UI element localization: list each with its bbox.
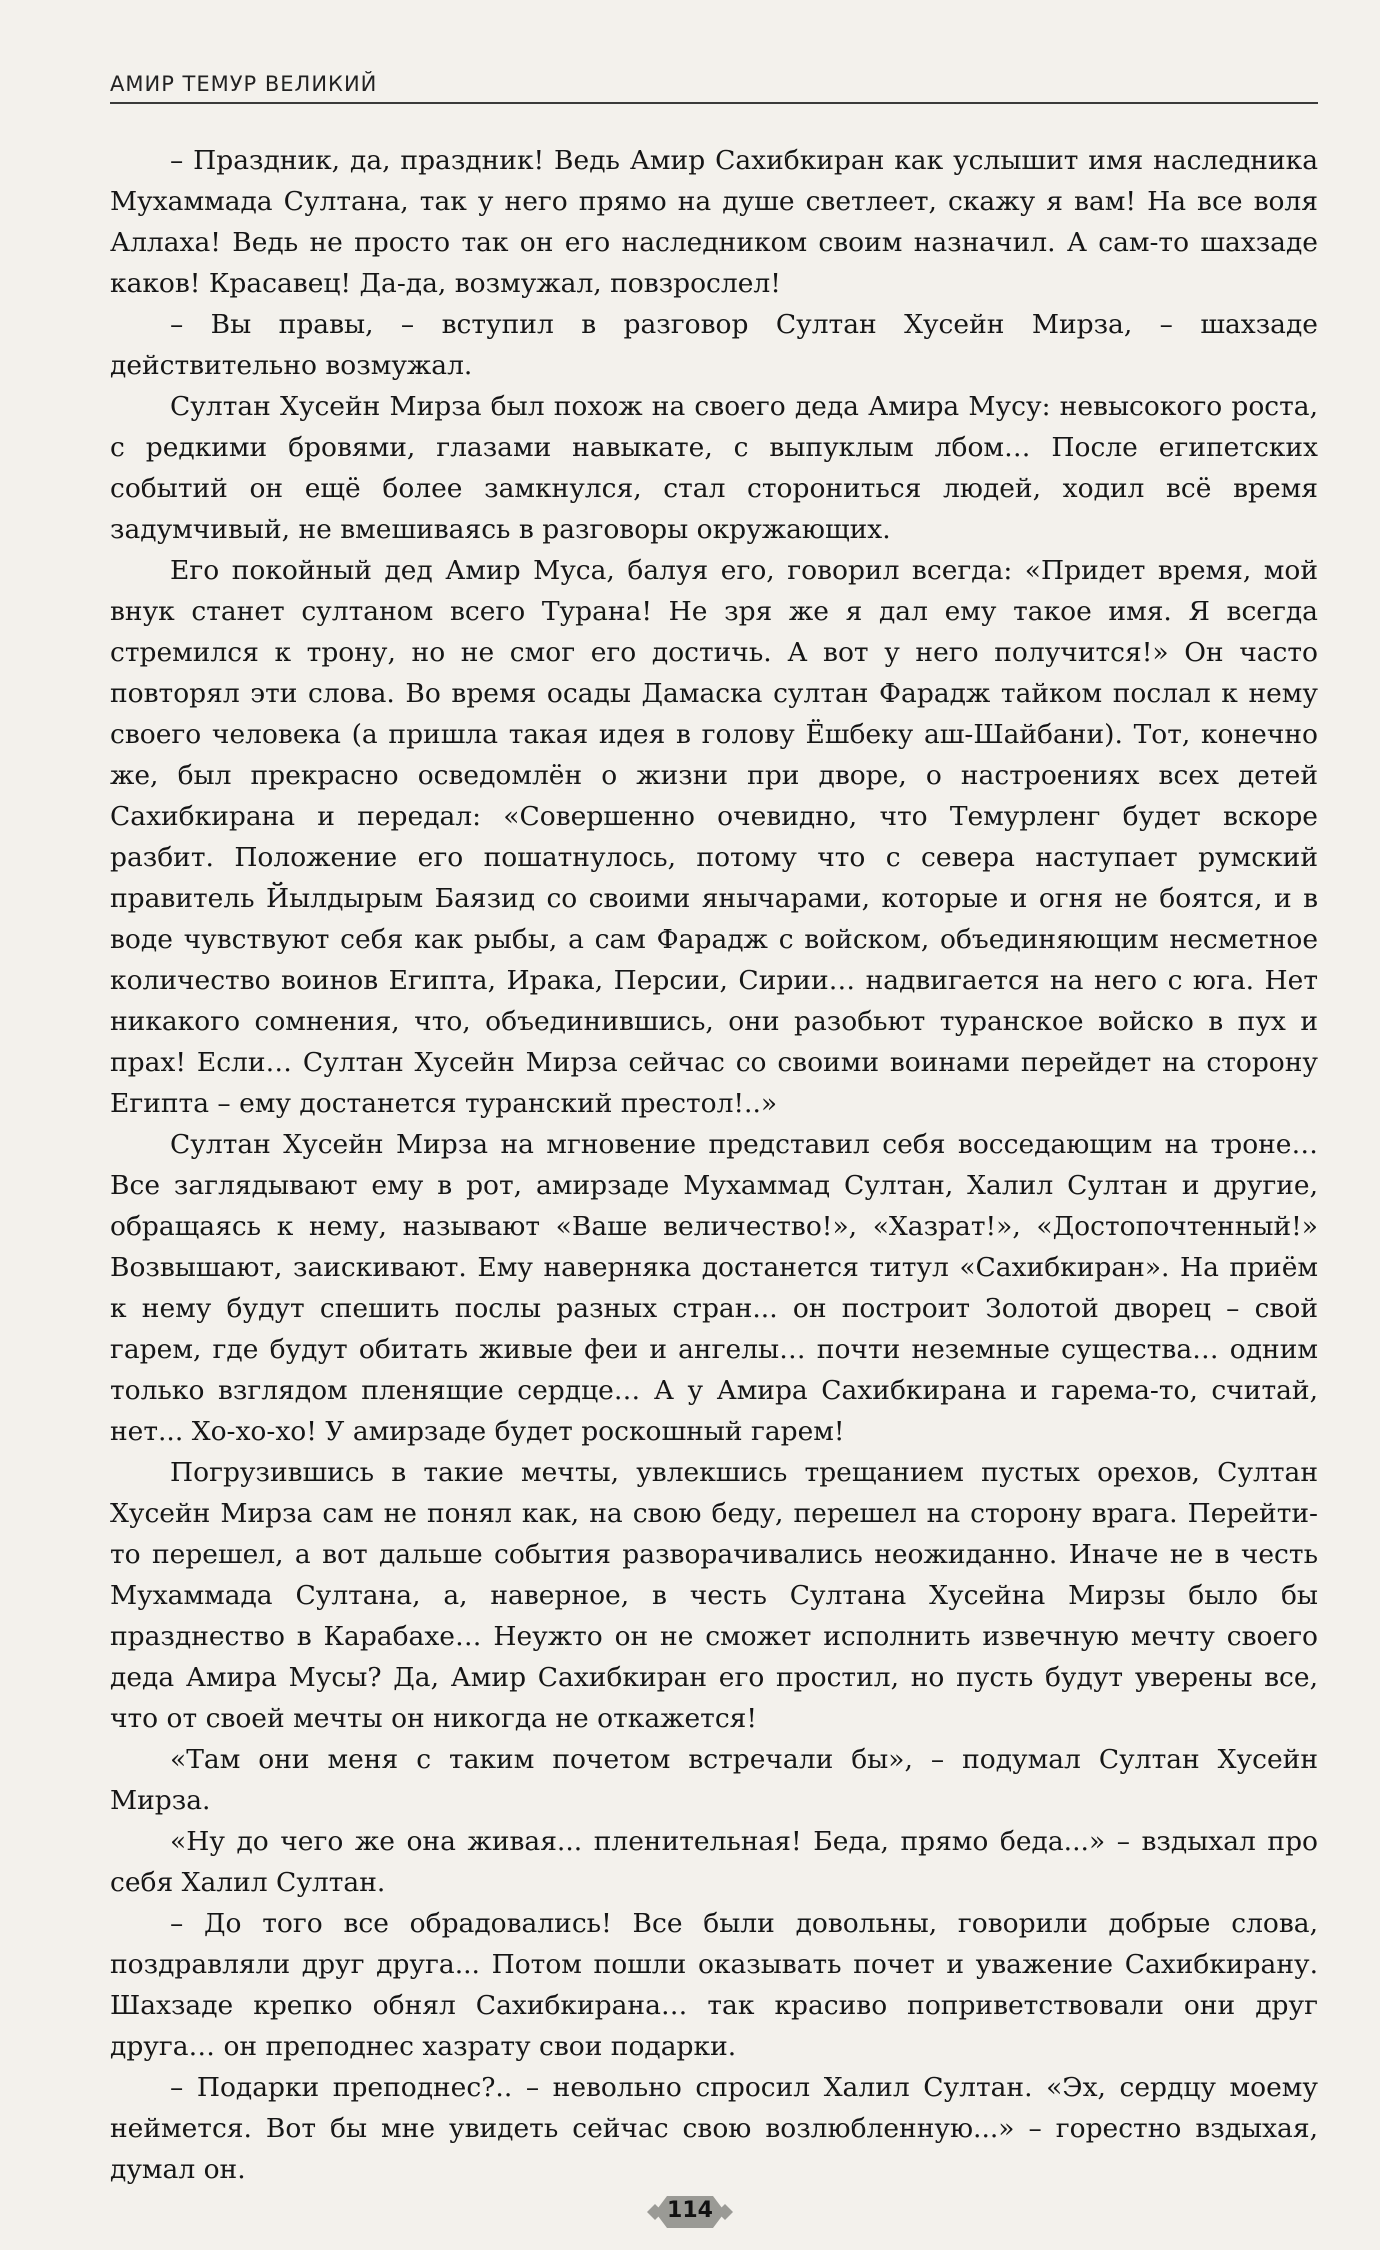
paragraph: «Там они меня с таким почетом встречали бы», – подумал Султан Хусейн Мирза. xyxy=(110,1744,1318,1816)
paragraph: – Вы правы, – вступил в разговор Султан Хусейн Мирза, – шахзаде действительно возмужал. xyxy=(110,309,1318,381)
paragraph: – До того все обрадовались! Все были довольны, говорили добрые слова, поздравляли друг друга... Потом пошли оказывать почет и уважение Сахибкирану. Шахзаде крепко обнял Сахибкирана… так красиво поприветствовали они друг друга… он преподнес хазрату свои подарки. xyxy=(110,1908,1318,2062)
header-rule xyxy=(110,102,1318,104)
paragraph: – Подарки преподнес?.. – невольно спросил Халил Султан. «Эх, сердцу моему неймется. Вот бы мне увидеть сейчас свою возлюбленную...» – горестно вздыхая, думал он. xyxy=(110,2072,1318,2185)
page-number-badge xyxy=(645,2190,735,2234)
running-head: АМИР ТЕМУР ВЕЛИКИЙ xyxy=(110,72,378,96)
paragraph: Погрузившись в такие мечты, увлекшись трещанием пустых орехов, Султан Хусейн Мирза сам не понял как, на свою беду, перешел на сторону врага. Перейти-то перешел, а вот дальше события разворачивались неожиданно. Иначе не в честь Мухаммада Султана, а, наверное, в честь Султана Хусейна Мирзы было бы празднество в Карабахе… Неужто он не сможет исполнить извечную мечту своего деда Амира Мусы? Да, Амир Сахибкиран его простил, но пусть будут уверены все, что от своей мечты он никогда не откажется! xyxy=(110,1457,1318,1734)
body-text xyxy=(110,140,1318,2190)
paragraph: «Ну до чего же она живая... пленительная! Беда, прямо беда...» – вздыхал про себя Халил Султан. xyxy=(110,1826,1318,1898)
page-number: 114 xyxy=(667,2198,713,2223)
paragraph: – Праздник, да, праздник! Ведь Амир Сахибкиран как услышит имя наследника Мухаммада Султана, так у него прямо на душе светлеет, скажу я вам! На все воля Аллаха! Ведь не просто так он его наследником своим назначил. А сам-то шахзаде каков! Красавец! Да-да, возмужал, повзрослел! xyxy=(110,145,1318,299)
paragraph: Султан Хусейн Мирза был похож на своего деда Амира Мусу: невысокого роста, с редкими бровями, глазами навыкате, с выпуклым лбом… После египетских событий он ещё более замкнулся, стал сторониться людей, ходил всё время задумчивый, не вмешиваясь в разговоры окружающих. xyxy=(110,391,1318,545)
paragraph: Его покойный дед Амир Муса, балуя его, говорил всегда: «Придет время, мой внук станет султаном всего Турана! Не зря же я дал ему такое имя. Я всегда стремился к трону, но не смог его достичь. А вот у него получится!» Он часто повторял эти слова. Во время осады Дамаска султан Фарадж тайком послал к нему своего человека (а пришла такая идея в голову Ёшбеку аш-Шайбани). Тот, конечно же, был прекрасно осведомлён о жизни при дворе, о настроениях всех детей Сахибкирана и передал: «Совершенно очевидно, что Темурленг будет вскоре разбит. Положение его пошатнулось, потому что с севера наступает румский правитель Йылдырым Баязид со своими янычарами, которые и огня не боятся, и в воде чувствуют себя как рыбы, а сам Фарадж с войском, объединяющим несметное количество воинов Египта, Ирака, Персии, Сирии… надвигается на него с юга. Нет никакого сомнения, что, объединившись, они разобьют туранское войско в пух и прах! Если… Султан Хусейн Мирза сейчас со своими воинами перейдет на сторону Египта – ему достанется туранский престол!..» xyxy=(110,555,1318,1119)
paragraph: Султан Хусейн Мирза на мгновение представил себя восседающим на троне… Все заглядывают ему в рот, амирзаде Мухаммад Султан, Халил Султан и другие, обращаясь к нему, называют «Ваше величество!», «Хазрат!», «Достопочтенный!» Возвышают, заискивают. Ему наверняка достанется титул «Сахибкиран». На приём к нему будут спешить послы разных стран... он построит Золотой дворец – свой гарем, где будут обитать живые феи и ангелы… почти неземные существа… одним только взглядом пленящие сердце… А у Амира Сахибкирана и гарема-то, считай, нет... Хо-хо-хо! У амирзаде будет роскошный гарем! xyxy=(110,1129,1318,1447)
